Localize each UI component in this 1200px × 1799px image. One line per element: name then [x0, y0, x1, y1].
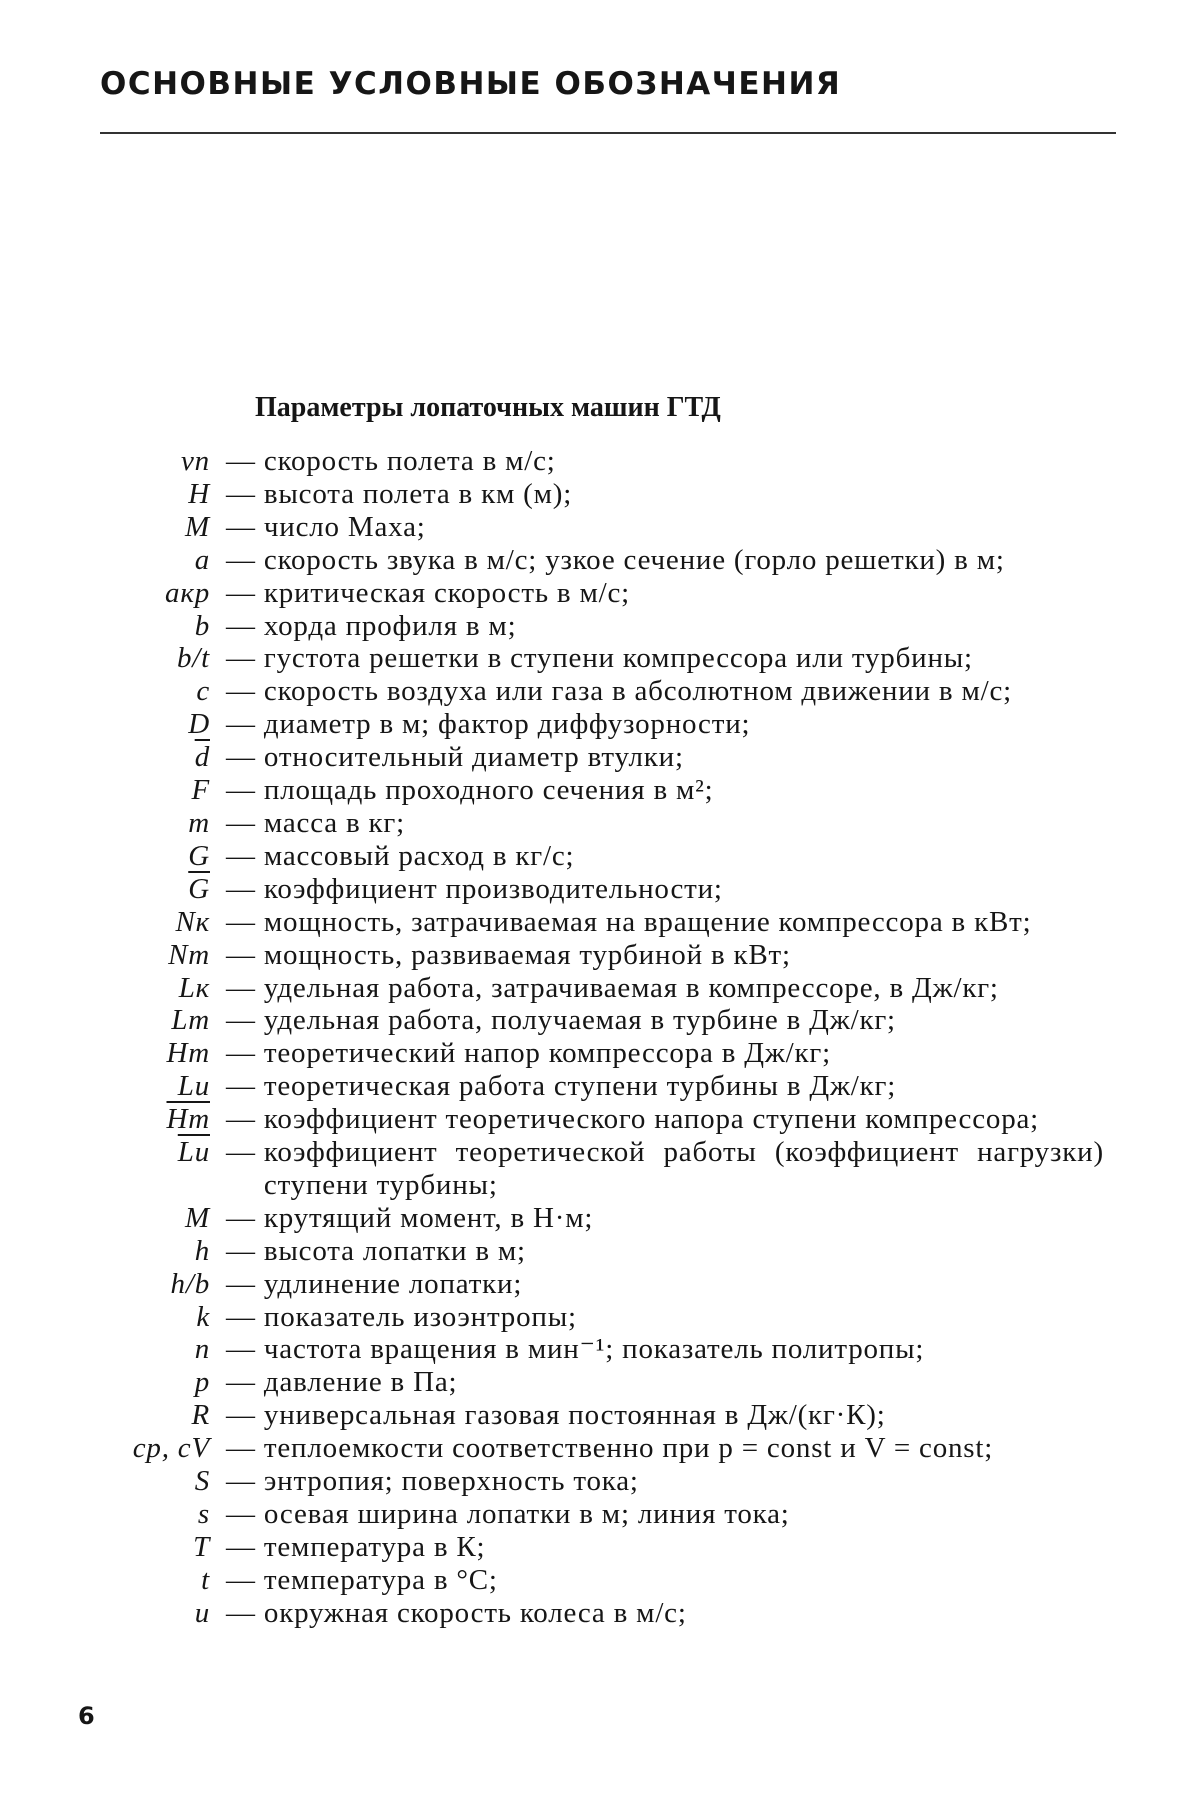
notation-dash: — [218, 905, 264, 938]
notation-entry [0, 577, 1200, 610]
notation-entry [0, 1103, 1200, 1136]
notation-description: число Маха; [263, 510, 426, 543]
notation-description: площадь проходного сечения в м²; [263, 774, 714, 807]
notation-dash: — [218, 1037, 264, 1070]
notation-symbol: h [194, 1234, 210, 1267]
notation-dash: — [218, 510, 264, 543]
notation-entry [0, 807, 1200, 840]
notation-dash: — [218, 642, 264, 675]
notation-symbol: b/t [176, 642, 210, 675]
notation-description: крутящий момент, в Н·м; [263, 1201, 594, 1234]
notation-symbol: G [188, 839, 210, 872]
notation-description: коэффициент производительности; [263, 872, 723, 905]
notation-entry [0, 906, 1200, 939]
notation-dash: — [218, 477, 264, 510]
notation-symbol: aкр [165, 576, 210, 609]
notation-symbol: Nт [168, 938, 210, 971]
heading-rule [100, 132, 1116, 134]
notation-symbol: Lu [177, 1070, 210, 1103]
notation-entry [0, 939, 1200, 972]
notation-symbol: u [194, 1596, 210, 1629]
notation-list [0, 445, 1200, 1630]
notation-dash: — [218, 1234, 264, 1267]
notation-entry [0, 1301, 1200, 1334]
notation-description: окружная скорость колеса в м/с; [263, 1596, 687, 1629]
notation-entry [0, 445, 1200, 478]
notation-dash: — [218, 1399, 264, 1432]
notation-dash: — [218, 872, 264, 905]
page-number: 6 [78, 1702, 95, 1730]
notation-description: теоретическая работа ступени турбины в Дж/кг; [263, 1070, 897, 1103]
notation-description: высота полета в км (м); [263, 477, 573, 510]
overlined-symbol: $\overline{G}$ [188, 872, 210, 905]
notation-entry [0, 1333, 1200, 1366]
notation-symbol: D [188, 708, 210, 741]
notation-dash: — [218, 543, 264, 576]
notation-entry [0, 1070, 1200, 1103]
notation-description: мощность, развиваемая турбиной в кВт; [263, 938, 791, 971]
notation-entry [0, 1531, 1200, 1564]
notation-entry [0, 1037, 1200, 1070]
notation-symbol: Lт [171, 1004, 210, 1037]
notation-dash: — [218, 1432, 264, 1465]
notation-description: теплоемкости соответственно при p = const и V = const; [263, 1432, 994, 1465]
notation-description: энтропия; поверхность тока; [263, 1465, 639, 1498]
notation-entry [0, 972, 1200, 1005]
notation-dash: — [218, 839, 264, 872]
section-heading: Параметры лопаточных машин ГТД [255, 392, 721, 423]
notation-dash: — [218, 576, 264, 609]
notation-entry [0, 1564, 1200, 1597]
notation-dash: — [218, 708, 264, 741]
notation-description: универсальная газовая постоянная в Дж/(кг·К); [263, 1399, 886, 1432]
notation-symbol: vп [181, 445, 210, 477]
notation-dash: — [218, 971, 264, 1004]
notation-description: хорда профиля в м; [263, 609, 517, 642]
notation-entry [0, 1268, 1200, 1301]
notation-entry [0, 511, 1200, 544]
notation-dash: — [218, 1300, 264, 1333]
notation-description: температура в К; [263, 1530, 486, 1563]
notation-description: высота лопатки в м; [263, 1234, 526, 1267]
notation-description: частота вращения в мин⁻¹; показатель политропы; [263, 1333, 925, 1366]
notation-entry [0, 1136, 1200, 1202]
notation-symbol: n [194, 1333, 210, 1366]
notation-entry [0, 873, 1200, 906]
notation-entry [0, 1432, 1200, 1465]
notation-entry [0, 774, 1200, 807]
notation-symbol: m [188, 806, 210, 839]
notation-symbol: Lк [178, 971, 210, 1004]
notation-dash: — [218, 1498, 264, 1530]
notation-entry [0, 675, 1200, 708]
notation-description: скорость полета в м/с; [263, 445, 556, 477]
notation-dash: — [218, 1333, 264, 1366]
notation-description: масса в кг; [263, 806, 405, 839]
notation-description: густота решетки в ступени компрессора или турбины; [263, 642, 973, 675]
notation-description: коэффициент теоретического напора ступени компрессора; [263, 1103, 1040, 1136]
notation-description: критическая скорость в м/с; [263, 576, 630, 609]
notation-dash: — [218, 1596, 264, 1629]
notation-symbol [0, 1136, 218, 1169]
notation-symbol: s [197, 1498, 210, 1530]
notation-description: диаметр в м; фактор диффузорности; [263, 708, 751, 741]
notation-description: удлинение лопатки; [263, 1267, 523, 1300]
notation-symbol: k [196, 1300, 210, 1333]
notation-dash: — [218, 741, 264, 774]
notation-description: давление в Па; [263, 1366, 458, 1399]
notation-dash: — [218, 1201, 264, 1234]
overlined-symbol: Hт [166, 1103, 210, 1136]
notation-symbol: R [191, 1399, 210, 1432]
notation-description: скорость воздуха или газа в абсолютном движении в м/с; [263, 675, 1012, 708]
notation-symbol: p [194, 1366, 210, 1399]
notation-symbol: F [191, 774, 210, 807]
notation-dash: — [218, 1004, 264, 1037]
notation-symbol: M [185, 1201, 210, 1234]
notation-entry [0, 1597, 1200, 1630]
notation-entry [0, 1498, 1200, 1531]
notation-dash: — [218, 774, 264, 807]
notation-entry [0, 642, 1200, 675]
notation-description: удельная работа, затрачиваемая в компрессоре, в Дж/кг; [263, 971, 999, 1004]
notation-description: скорость звука в м/с; узкое сечение (горло решетки) в м; [263, 543, 1005, 576]
notation-entry [0, 1465, 1200, 1498]
notation-entry [0, 1202, 1200, 1235]
notation-entry [0, 1399, 1200, 1432]
notation-dash: — [218, 445, 264, 477]
notation-entry [0, 741, 1200, 774]
notation-symbol: c [196, 675, 210, 708]
notation-dash: — [218, 609, 264, 642]
notation-symbol: M [185, 510, 210, 543]
notation-description: коэффициент теоретической работы (коэффициент нагрузки) ступени турбины; [263, 1136, 1104, 1201]
notation-symbol: H [188, 477, 210, 510]
notation-entry [0, 840, 1200, 873]
notation-symbol [0, 1103, 218, 1136]
notation-entry [0, 1235, 1200, 1268]
notation-symbol: Nк [175, 905, 210, 938]
notation-symbol: cp, cV [132, 1432, 210, 1465]
notation-symbol: h/b [170, 1267, 210, 1300]
overlined-symbol: $\overline{Lu}$ [177, 1136, 210, 1169]
notation-symbol: t [201, 1563, 210, 1596]
notation-symbol [0, 741, 218, 774]
chapter-heading: ОСНОВНЫЕ УСЛОВНЫЕ ОБОЗНАЧЕНИЯ [100, 66, 842, 102]
notation-dash: — [218, 1465, 264, 1498]
notation-dash: — [218, 1563, 264, 1596]
notation-dash: — [218, 1070, 264, 1103]
notation-description: температура в °С; [263, 1563, 498, 1596]
notation-dash: — [218, 1136, 264, 1169]
notation-symbol: S [194, 1465, 210, 1498]
notation-dash: — [218, 1530, 264, 1563]
notation-symbol: Hт [166, 1037, 210, 1070]
notation-entry [0, 610, 1200, 643]
notation-symbol: a [194, 543, 210, 576]
notation-description: осевая ширина лопатки в м; линия тока; [263, 1498, 790, 1530]
notation-description: мощность, затрачиваемая на вращение компрессора в кВт; [263, 905, 1032, 938]
notation-dash: — [218, 806, 264, 839]
notation-dash: — [218, 938, 264, 971]
notation-symbol: b [194, 609, 210, 642]
notation-dash: — [218, 1267, 264, 1300]
notation-description: удельная работа, получаемая в турбине в Дж/кг; [263, 1004, 896, 1037]
notation-description: относительный диаметр втулки; [263, 741, 684, 774]
overlined-symbol: $\overline{d}$ [194, 741, 210, 774]
notation-description: показатель изоэнтропы; [263, 1300, 577, 1333]
notation-description: массовый расход в кг/с; [263, 839, 575, 872]
notation-symbol: T [193, 1530, 210, 1563]
notation-entry [0, 478, 1200, 511]
notation-dash: — [218, 1103, 264, 1136]
notation-dash: — [218, 675, 264, 708]
notation-dash: — [218, 1366, 264, 1399]
notation-symbol [0, 873, 218, 906]
notation-entry [0, 544, 1200, 577]
notation-entry [0, 708, 1200, 741]
notation-entry [0, 1004, 1200, 1037]
notation-entry [0, 1366, 1200, 1399]
notation-description: теоретический напор компрессора в Дж/кг; [263, 1037, 831, 1070]
